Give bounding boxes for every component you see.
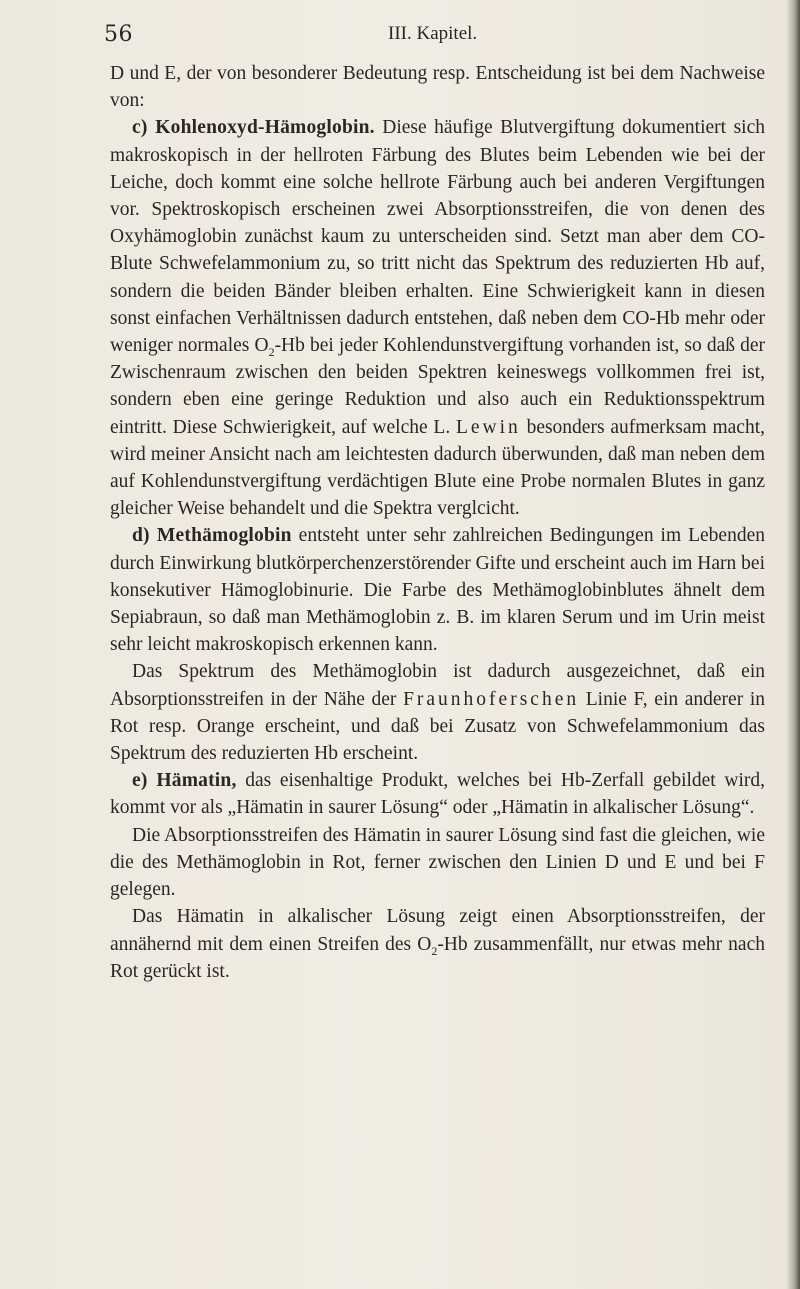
methaemoglobin-text: entsteht unter sehr zahlreichen Bedingungen im Lebenden durch Einwirkung blutkörperchenzerstörender Gifte und erscheint auch im Harn bei konsekutiver Hämoglobinurie. Die Farbe des Methämoglobinblutes ähnelt dem Sepiabraun, so daß man Methämoglobin z. B. im klaren Serum und im Urin meist sehr leicht makroskopisch erkennen kann. <box>110 525 765 656</box>
section-heading-c: c) Kohlenoxyd-Hämoglobin. <box>132 117 375 139</box>
haematin-alkaline-text-1: Das Hämatin in alkalischer Lösung zeigt einen Absorptionsstreifen, der annähernd mit dem einen Streifen des O <box>110 906 765 955</box>
page-header <box>104 22 764 52</box>
spectrum-text-2: Linie F, ein anderer in Rot resp. Orange erscheint, und daß bei Zusatz von Schwefelammonium das Spektrum des reduzierten Hb erscheint. <box>110 688 765 765</box>
section-heading-d: d) Methämoglobin <box>132 525 292 547</box>
paragraph-methaemoglobin <box>110 522 765 658</box>
paragraph-haematin-alkaline <box>110 903 765 985</box>
haematin-alkaline-text-2: -Hb zusammenfällt, nur etwas mehr nach Rot gerückt ist. <box>110 933 765 982</box>
haematin-acid-text: Die Absorptionsstreifen des Hämatin in saurer Lösung sind fast die gleichen, wie die des Methämoglobin in Rot, ferner zwischen den Linien D und E und bei F gelegen. <box>110 824 765 901</box>
paragraph-haematin <box>110 767 765 821</box>
page-number: 56 <box>104 22 133 47</box>
paragraph-methaemoglobin-spectrum <box>110 658 765 767</box>
page-edge-shadow <box>786 0 800 1289</box>
kohlenoxyd-text-2: -Hb bei jeder Kohlendunstvergiftung vorhanden ist, so daß der Zwischenraum zwischen den beiden Spektren keineswegs vollkommen frei ist, sondern eben eine geringe Reduktion und also auch ein Reduktionsspektrum eintritt. Diese Schwierigkeit, auf welche L. <box>110 335 765 438</box>
subscript-2: 2 <box>268 344 275 359</box>
kohlenoxyd-text-1: Diese häufige Blutvergiftung dokumentiert sich makroskopisch in der hellroten Färbung des Blutes beim Lebenden wie bei der Leiche, doch kommt eine solche hellrote Färbung auch bei anderen Vergiftungen vor. Spektroskopisch erscheinen zwei Absorptionsstreifen, die von denen des Oxyhämoglobin zunächst kaum zu unterscheiden sind. Setzt man aber dem CO-Blute Schwefelammonium zu, so tritt nicht das Spektrum des reduzierten Hb auf, sondern die beiden Bänder bleiben erhalten. Eine Schwierigkeit kann in diesen sonst einfachen Verhältnissen dadurch entstehen, daß neben dem CO-Hb mehr oder weniger normales O <box>110 117 765 357</box>
intro-text: D und E, der von besonderer Bedeutung resp. Entscheidung ist bei dem Nachweise von: <box>110 63 765 112</box>
author-lewin: Lewin <box>455 416 521 438</box>
running-head: III. Kapitel. <box>388 23 478 44</box>
spectrum-text-1: Das Spektrum des Methämoglobin ist dadurch ausgezeichnet, daß ein Absorptionsstreifen in der Nähe der <box>110 661 765 710</box>
author-fraunhofer: Fraunhoferschen <box>403 688 580 710</box>
paragraph-kohlenoxyd <box>110 114 765 522</box>
haematin-text: das eisenhaltige Produkt, welches bei Hb-Zerfall gebildet wird, kommt vor als „Hämatin in saurer Lösung“ oder „Hämatin in alkalischer Lösung“. <box>110 770 765 819</box>
paragraph-intro <box>110 60 765 114</box>
subscript-2: 2 <box>431 943 438 958</box>
section-heading-e: e) Hämatin, <box>132 770 237 792</box>
paragraph-haematin-acid <box>110 822 765 904</box>
kohlenoxyd-text-3: besonders aufmerksam macht, wird meiner Ansicht nach am leichtesten dadurch überwunden, daß man neben dem auf Kohlendunstvergiftung verdächtigen Blute eine Probe normalen Blutes in ganz gleicher Weise behandelt und die Spektra verglcicht. <box>110 416 765 520</box>
page-body <box>110 60 765 985</box>
